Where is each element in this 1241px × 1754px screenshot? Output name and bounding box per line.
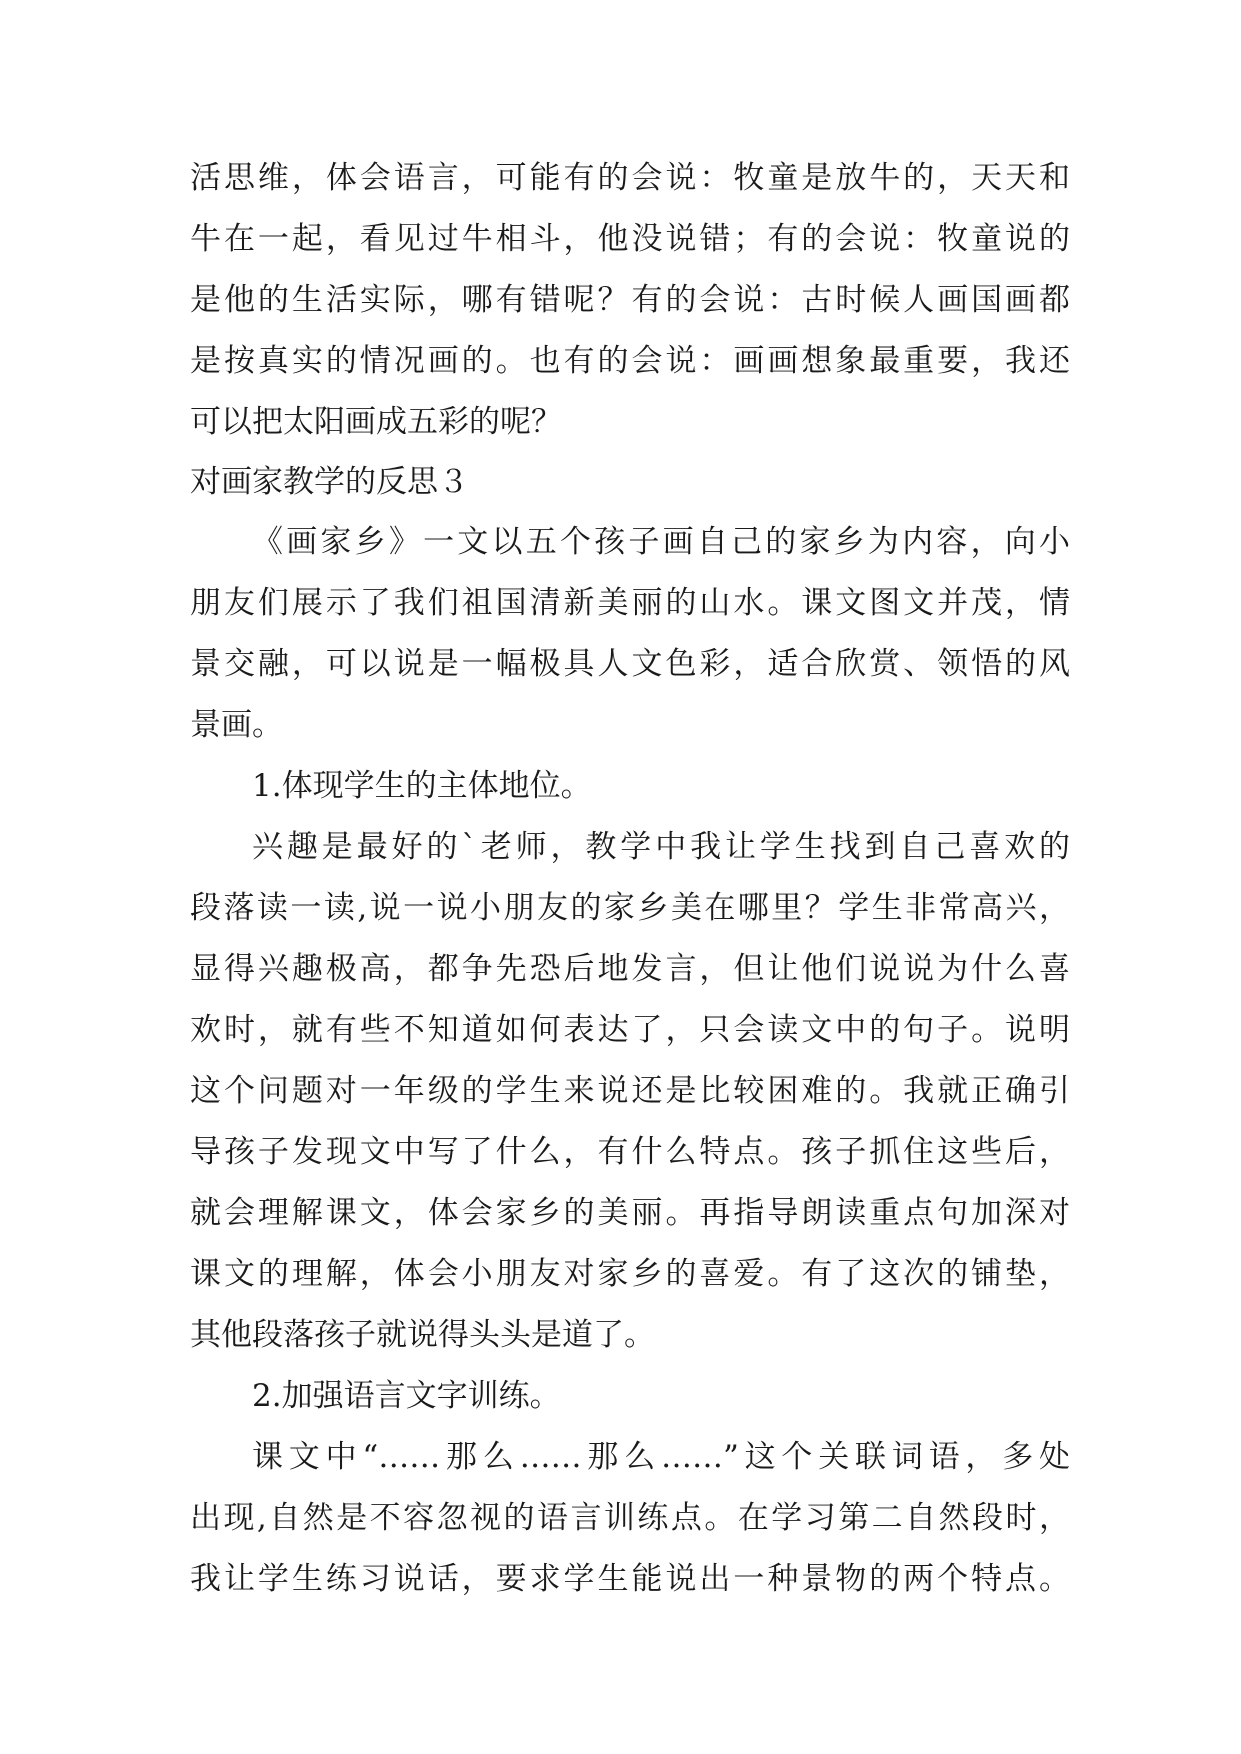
paragraph-line: 活思维，体会语言，可能有的会说：牧童是放牛的，天天和 bbox=[190, 160, 1070, 196]
paragraph-line: 牛在一起，看见过牛相斗，他没说错；有的会说：牧童说的 bbox=[190, 221, 1070, 257]
point-2-title: 2.加强语言文字训练。 bbox=[252, 1378, 561, 1414]
paragraph-line: 这个问题对一年级的学生来说还是比较困难的。我就正确引 bbox=[190, 1073, 1070, 1109]
paragraph-line: 显得兴趣极高，都争先恐后地发言，但让他们说说为什么喜 bbox=[190, 951, 1070, 987]
point-2-paragraph bbox=[190, 1427, 1070, 1610]
paragraph-line: 段落读一读,说一说小朋友的家乡美在哪里？学生非常高兴， bbox=[190, 890, 1070, 926]
document-body bbox=[190, 148, 1070, 1610]
paragraph-line: 其他段落孩子就说得头头是道了。 bbox=[190, 1317, 655, 1353]
paragraph-line: 是按真实的情况画的。也有的会说：画画想象最重要，我还 bbox=[190, 343, 1070, 379]
paragraph-line: 我让学生练习说话，要求学生能说出一种景物的两个特点。 bbox=[190, 1561, 1070, 1597]
paragraph-line: 出现,自然是不容忽视的语言训练点。在学习第二自然段时， bbox=[190, 1500, 1070, 1536]
paragraph-line: 朋友们展示了我们祖国清新美丽的山水。课文图文并茂，情 bbox=[190, 585, 1070, 621]
paragraph-line: 就会理解课文，体会家乡的美丽。再指导朗读重点句加深对 bbox=[190, 1195, 1070, 1231]
paragraph-line: 可以把太阳画成五彩的呢？ bbox=[190, 404, 562, 440]
paragraph-line: 兴趣是最好的`老师，教学中我让学生找到自己喜欢的 bbox=[252, 829, 1070, 865]
point-1-paragraph bbox=[190, 817, 1070, 1366]
point-1-title: 1.体现学生的主体地位。 bbox=[252, 768, 592, 804]
paragraph-line: 课文中“……那么……那么……”这个关联词语，多处 bbox=[252, 1439, 1070, 1475]
paragraph-line: 景交融，可以说是一幅极具人文色彩，适合欣赏、领悟的风 bbox=[190, 646, 1070, 682]
paragraph-line: 欢时，就有些不知道如何表达了，只会读文中的句子。说明 bbox=[190, 1012, 1070, 1048]
paragraph-line: 是他的生活实际，哪有错呢？有的会说：古时候人画国画都 bbox=[190, 282, 1070, 318]
paragraph-line: 景画。 bbox=[190, 707, 283, 743]
paragraph-line: 课文的理解，体会小朋友对家乡的喜爱。有了这次的铺垫， bbox=[190, 1256, 1070, 1292]
paragraph-line: 《画家乡》一文以五个孩子画自己的家乡为内容，向小 bbox=[252, 524, 1070, 560]
section-heading: 对画家教学的反思３ bbox=[190, 464, 469, 500]
continuation-paragraph bbox=[190, 148, 1070, 453]
intro-paragraph bbox=[190, 512, 1070, 756]
paragraph-line: 导孩子发现文中写了什么，有什么特点。孩子抓住这些后， bbox=[190, 1134, 1070, 1170]
